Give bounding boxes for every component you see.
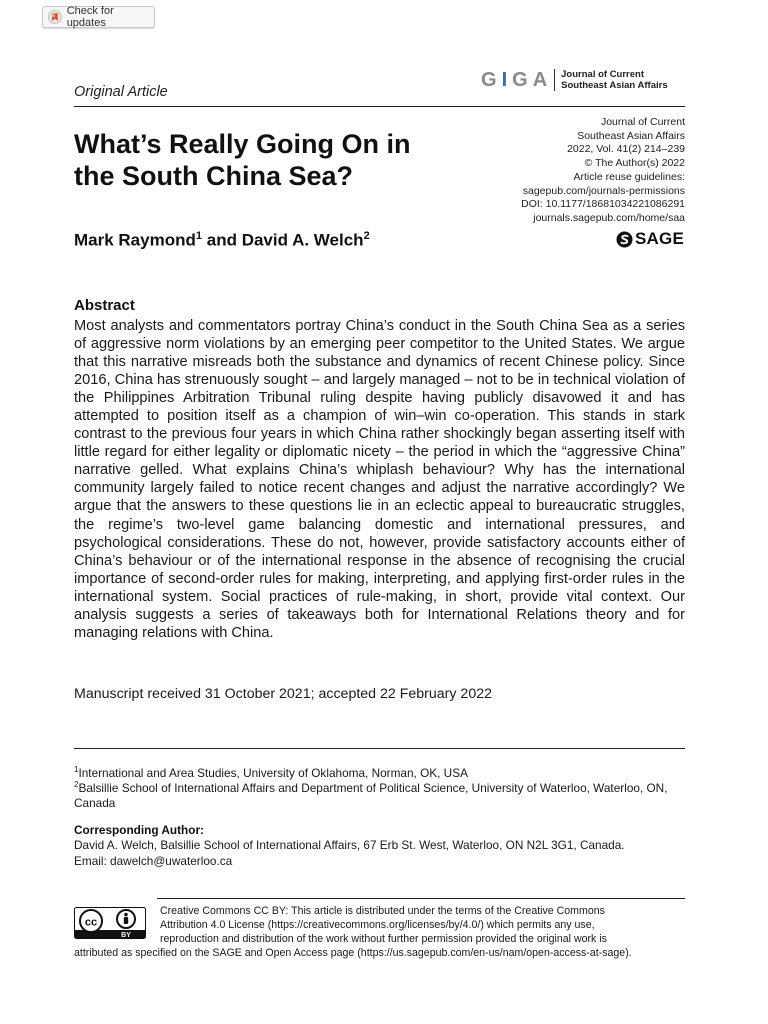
sage-s-icon bbox=[616, 231, 633, 248]
license-line-2: Attribution 4.0 License (https://creativecommons.org/licenses/by/4.0/) which permits any use, bbox=[160, 919, 595, 931]
affiliation-text: Balsillie School of International Affairs and Department of Political Science, University of Waterloo, Waterloo, ON, Canada bbox=[74, 780, 668, 811]
meta-journal-link[interactable]: journals.sagepub.com/home/saa bbox=[533, 211, 685, 224]
check-for-updates-label: Check for updates bbox=[66, 5, 114, 29]
footnote-marker: 1 bbox=[74, 765, 79, 774]
author-name: Mark Raymond bbox=[74, 230, 196, 250]
corresponding-author-address: David A. Welch, Balsillie School of International Affairs, 67 Erb St. West, Waterloo, ON N2L 3G1, Canada. bbox=[74, 838, 625, 852]
meta-permissions-link[interactable]: sagepub.com/journals-permissions bbox=[522, 184, 685, 197]
footnote-divider bbox=[74, 748, 685, 749]
meta-reuse-label: Article reuse guidelines: bbox=[573, 170, 685, 183]
logo-journal-name bbox=[561, 69, 667, 91]
check-for-updates-button[interactable] bbox=[42, 6, 155, 28]
author-list bbox=[74, 230, 370, 251]
svg-text:cc: cc bbox=[84, 916, 98, 929]
footnote-marker: 2 bbox=[74, 780, 79, 789]
corresponding-author-details bbox=[74, 838, 685, 869]
publisher-logo bbox=[616, 230, 684, 248]
license-line-3: reproduction and distribution of the work without further permission provided the original work is bbox=[160, 933, 607, 945]
meta-copyright: © The Author(s) 2022 bbox=[584, 157, 685, 170]
article-title-line1: What’s Really Going On in bbox=[74, 129, 411, 159]
meta-volume: 2022, Vol. 41(2) 214–239 bbox=[567, 143, 685, 156]
cc-by-label: BY bbox=[121, 932, 131, 939]
section-label: Original Article bbox=[74, 84, 168, 100]
license-divider bbox=[157, 898, 685, 899]
meta-journal-line1: Journal of Current bbox=[600, 116, 685, 128]
corresponding-author-email[interactable]: Email: dawelch@uwaterloo.ca bbox=[74, 853, 233, 868]
license-line-1: Creative Commons CC BY: This article is distributed under the terms of the Creative Commons bbox=[160, 905, 605, 917]
article-title-line2: the South China Sea? bbox=[74, 161, 354, 191]
abstract-body: Most analysts and commentators portray China’s conduct in the South China Sea as a series of aggressive norm violations by an emerging peer competitor to the United States. We argue that this narrative misreads both the substance and dynamics of recent Chinese policy. Since 2016, China has strenuously sought – and largely managed – not to be in technical violation of the Philippines Arbitration Tribunal ruling despite having publicly disavowed it and has attempted to position itself as a champion of win–win co-operation. This stands in stark contrast to the previous four years in which China rather shockingly began asserting itself with little regard for either legality or diplomatic nicety – the period in which the “aggressive China” narrative gelled. What explains China’s whiplash behaviour? Why has the international community largely failed to notice recent changes and adjust the narrative accordingly? We argue that the answers to these questions lie in an eclectic appeal to bureaucratic struggles, the regime’s two-level game balancing domestic and international pressures, and psychological considerations. These do not, however, provide satisfactory accounts either of China’s behaviour or of the international response in the absence of recognising the crucial importance of second-order rules for making, interpreting, and applying first-order rules in the international system. Social practices of rule-making, in short, provide vital context. Our analysis suggests a series of takeaways both for International Relations theory and for managing relations with China. bbox=[74, 318, 685, 641]
license-statement bbox=[74, 904, 685, 960]
license-line-4: attributed as specified on the SAGE and Open Access page (https://us.sagepub.com/en-us/nam/open-access-at-sage). bbox=[74, 947, 632, 959]
meta-doi[interactable]: DOI: 10.1177/18681034221086291 bbox=[521, 198, 685, 211]
journal-logo bbox=[481, 67, 668, 93]
logo-journal-line2: Southeast Asian Affairs bbox=[561, 80, 668, 91]
author-affiliation-marker: 2 bbox=[363, 230, 370, 242]
sage-wordmark: SAGE bbox=[635, 229, 684, 248]
meta-journal-line2: Southeast Asian Affairs bbox=[577, 129, 685, 142]
author-name: David A. Welch bbox=[241, 230, 364, 250]
header-divider bbox=[74, 106, 685, 107]
giga-logo-word: GIGA bbox=[481, 68, 553, 91]
article-title bbox=[74, 128, 484, 192]
corresponding-author-heading: Corresponding Author: bbox=[74, 823, 204, 837]
logo-divider bbox=[554, 69, 555, 91]
affiliation-text: International and Area Studies, University of Oklahoma, Norman, OK, USA bbox=[78, 765, 468, 780]
logo-journal-line1: Journal of Current bbox=[561, 69, 645, 80]
manuscript-dates: Manuscript received 31 October 2021; accepted 22 February 2022 bbox=[74, 686, 492, 702]
publication-metadata bbox=[425, 116, 685, 226]
affiliation-footnote-2 bbox=[74, 777, 685, 812]
crossmark-icon bbox=[48, 10, 62, 24]
abstract-heading: Abstract bbox=[74, 297, 135, 314]
author-conjunction: and bbox=[206, 230, 237, 250]
author-affiliation-marker: 1 bbox=[195, 230, 202, 242]
